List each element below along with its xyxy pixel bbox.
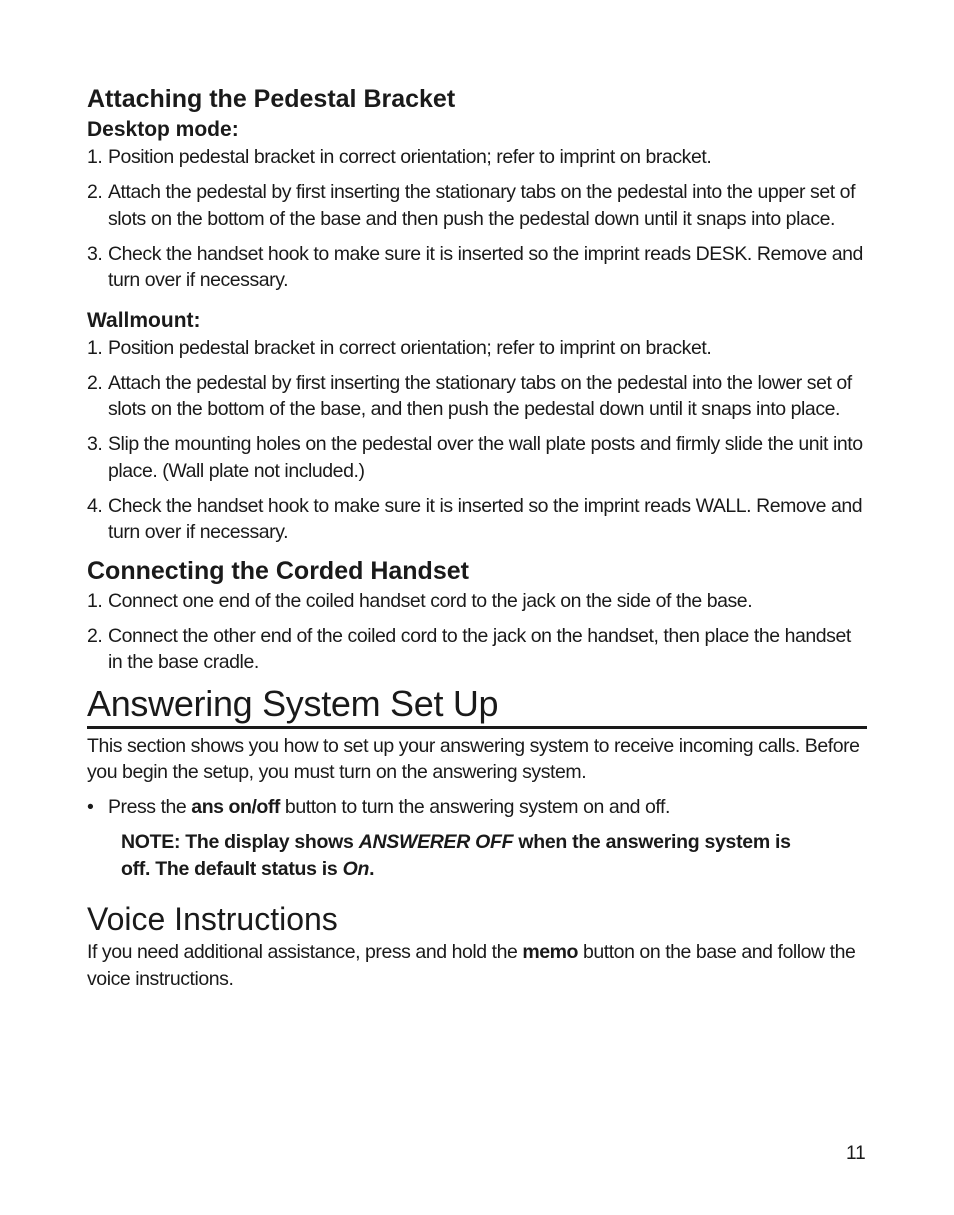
list-item (87, 370, 867, 423)
handset-section-title: Connecting the Corded Handset (87, 556, 469, 585)
bullet-text-before: Press the (108, 795, 192, 818)
answering-section-title: Answering System Set Up (87, 682, 867, 729)
note-italic-on: On (342, 857, 370, 880)
step-text: Connect one end of the coiled handset cord to the jack on the side of the base. (108, 589, 753, 612)
desktop-mode-heading: Desktop mode: (87, 118, 239, 141)
step-number: 4. (87, 494, 103, 517)
ans-bullet-item (87, 794, 867, 821)
memo-keyword: memo (522, 941, 578, 963)
step-text: Position pedestal bracket in correct orientation; refer to imprint on bracket. (108, 336, 712, 359)
step-number: 1. (87, 146, 103, 168)
desktop-steps-list (87, 144, 867, 294)
note-text-1: NOTE: The display shows (121, 831, 359, 853)
step-number: 1. (87, 589, 103, 612)
step-number: 2. (87, 371, 103, 394)
step-text: Attach the pedestal by first inserting the stationary tabs on the pedestal into the lower set of slots on the bottom of the base, and then push the pedestal down until it snaps into place. (108, 371, 852, 420)
voice-section-title: Voice Instructions (87, 901, 338, 937)
step-text: Position pedestal bracket in correct orientation; refer to imprint on bracket. (108, 146, 712, 168)
step-text: Connect the other end of the coiled cord to the jack on the handset, then place the handset in the base cradle. (108, 624, 851, 673)
list-item (87, 241, 867, 294)
bullet-marker: • (87, 795, 94, 818)
step-number: 2. (87, 181, 103, 203)
list-item (87, 144, 867, 171)
step-text: Attach the pedestal by first inserting the stationary tabs on the pedestal into the upper set of slots on the bottom of the base and then push the pedestal down until it snaps into place. (108, 181, 856, 230)
manual-page (87, 82, 867, 992)
note-text-2: when the answering system is off. The default status is (121, 831, 791, 880)
step-number: 1. (87, 336, 103, 359)
list-item (87, 623, 867, 676)
page-number: 11 (846, 1143, 866, 1164)
step-text: Check the handset hook to make sure it is inserted so the imprint reads DESK. Remove and turn over if necessary. (108, 242, 863, 291)
handset-steps-list (87, 588, 867, 676)
answering-intro: This section shows you how to set up your answering system to receive incoming calls. Before you begin the setup, you must turn on the answering system. (87, 734, 860, 783)
list-item (87, 179, 867, 232)
pedestal-section-title: Attaching the Pedestal Bracket (87, 85, 456, 113)
note-text-3: . (369, 857, 375, 880)
wallmount-steps-list (87, 335, 867, 546)
step-number: 3. (87, 433, 103, 455)
step-text: Slip the mounting holes on the pedestal over the wall plate posts and firmly slide the unit into place. (Wall plate not included.) (108, 433, 863, 482)
voice-paragraph (87, 939, 867, 992)
ans-on-off-keyword: ans on/off (191, 795, 280, 818)
list-item (87, 335, 867, 362)
step-number: 3. (87, 242, 103, 265)
step-number: 2. (87, 624, 103, 647)
list-item (87, 431, 867, 484)
bullet-text-after: button to turn the answering system on and off. (279, 795, 670, 818)
step-text: Check the handset hook to make sure it is inserted so the imprint reads WALL. Remove and turn over if necessary. (108, 494, 863, 543)
list-item (87, 588, 867, 615)
answering-note (121, 829, 801, 882)
voice-text-before: If you need additional assistance, press and hold the (87, 941, 523, 963)
wallmount-heading: Wallmount: (87, 308, 201, 332)
note-italic-answerer-off: ANSWERER OFF (358, 831, 514, 853)
voice-text-after: button on the base and follow the voice instructions. (87, 941, 856, 990)
list-item (87, 493, 867, 546)
